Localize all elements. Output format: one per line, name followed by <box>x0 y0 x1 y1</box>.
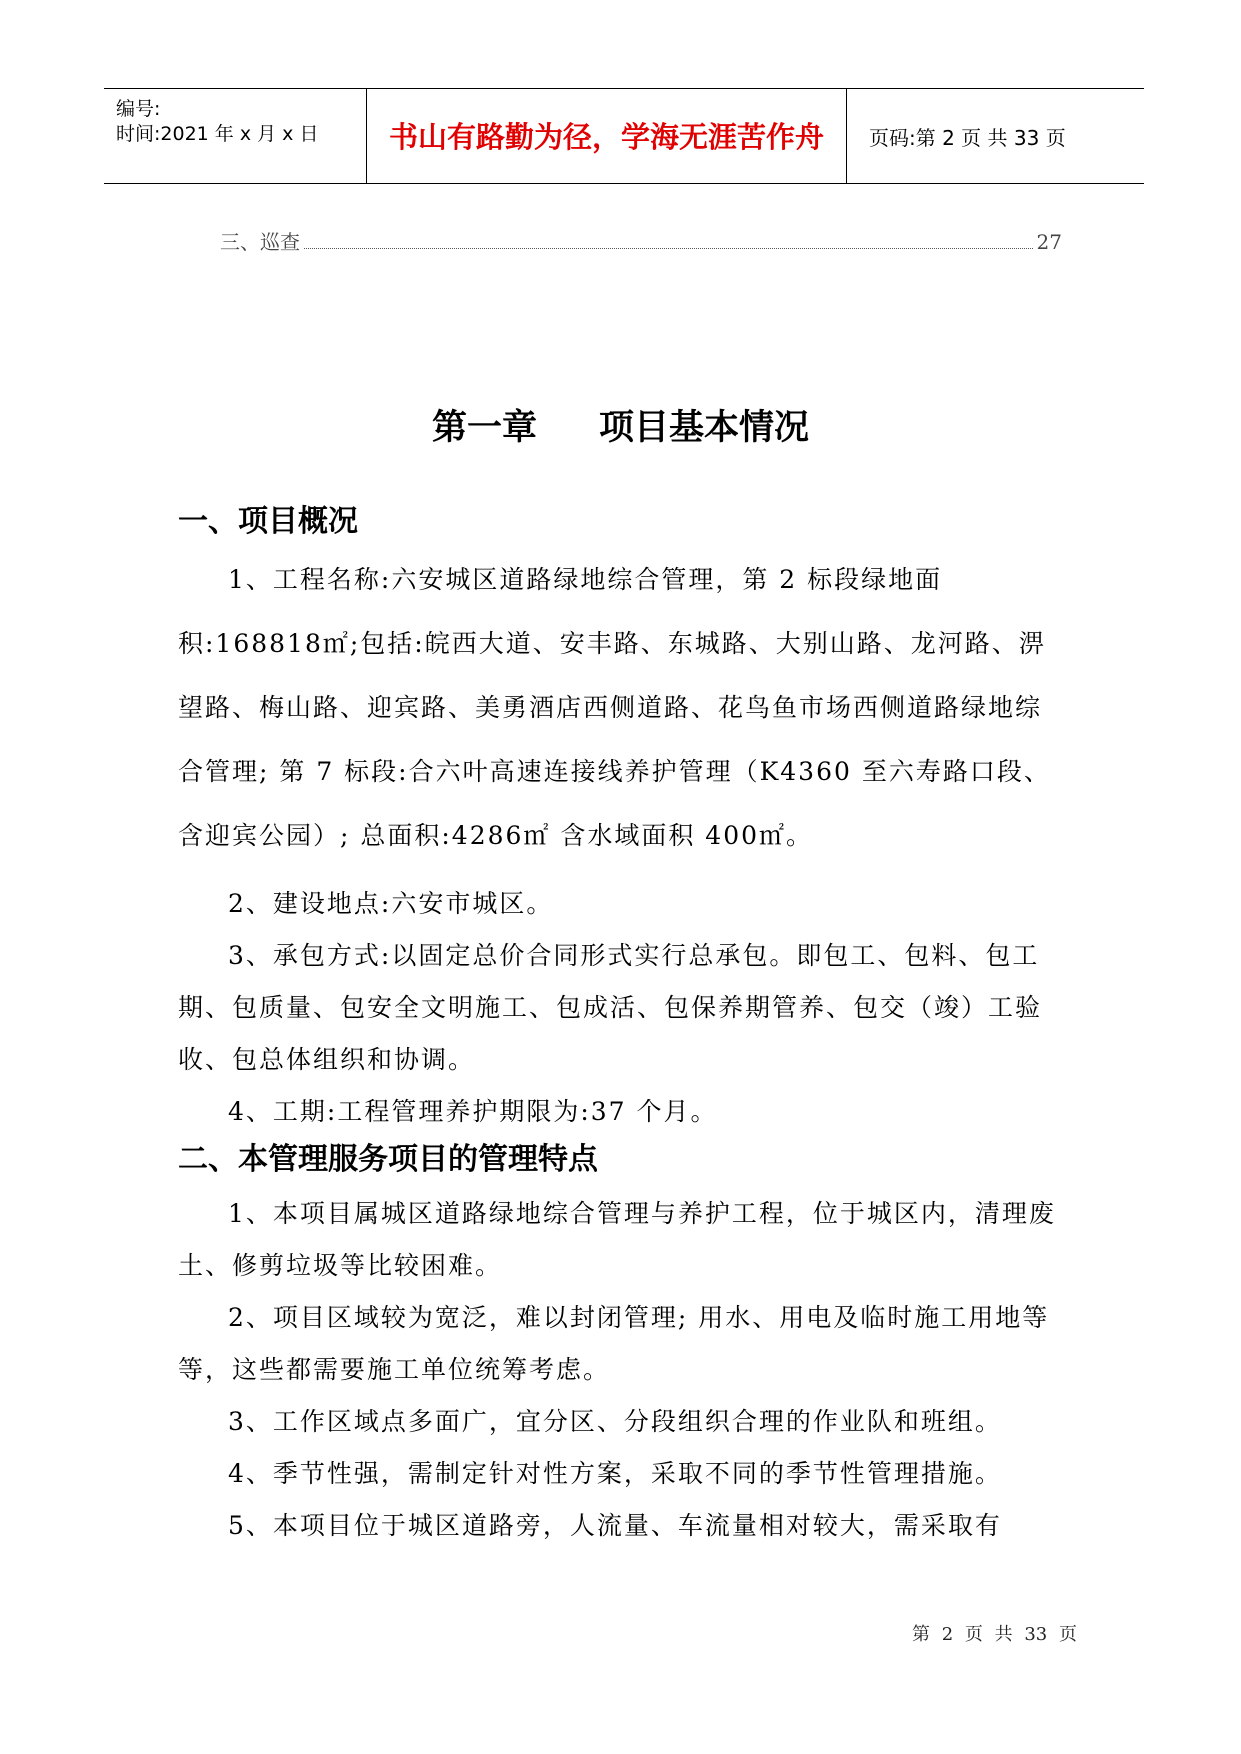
paragraph: 1、本项目属城区道路绿地综合管理与养护工程，位于城区内，清理废土、修剪垃圾等比较困难。 <box>178 1199 1056 1280</box>
chapter-title: 项目基本情况 <box>599 408 810 448</box>
chapter-heading <box>0 400 1241 450</box>
toc-entry[interactable] <box>220 226 1062 255</box>
paragraph: 1、工程名称:六安城区道路绿地综合管理，第 2 标段绿地面积:168818㎡;包括:皖西大道、安丰路、东城路、大别山路、龙河路、淠望路、梅山路、迎宾路、美勇酒店西侧道路、花鸟鱼市场西侧道路绿地综合管理; 第 7 标段:合六叶高速连接线养护管理（K4360 至六寿路口段、含迎宾公园）; 总面积:4286㎡ 含水域面积 400㎡。 <box>178 565 1051 850</box>
paragraph: 2、建设地点:六安市城区。 <box>228 889 554 918</box>
document-time-label: 时间:2021 年 x 月 x 日 <box>116 123 319 145</box>
section-heading-overview: 一、项目概况 <box>178 504 358 539</box>
header-page-info <box>861 89 1144 183</box>
paragraph: 4、工期:工程管理养护期限为:37 个月。 <box>228 1097 718 1126</box>
section-heading-features: 二、本管理服务项目的管理特点 <box>178 1142 598 1177</box>
motto-text: 书山有路勤为径，学海无涯苦作舟 <box>388 120 824 154</box>
section-features-body <box>178 1188 1068 1552</box>
document-number-label: 编号: <box>116 98 161 120</box>
paragraph: 2、项目区域较为宽泛，难以封闭管理; 用水、用电及临时施工用地等等，这些都需要施工单位统筹考虑。 <box>178 1303 1050 1384</box>
toc-entry-page: 27 <box>1036 230 1062 254</box>
header-motto <box>367 89 847 183</box>
toc-entry-label: 三、巡查 <box>220 230 300 254</box>
section-overview-body-2 <box>178 878 1068 1138</box>
chapter-number: 第一章 <box>431 408 537 448</box>
section-overview-body <box>178 548 1068 868</box>
paragraph: 3、承包方式:以固定总价合同形式实行总承包。即包工、包料、包工期、包质量、包安全文明施工、包成活、包保养期管养、包交（竣）工验收、包总体组织和协调。 <box>178 941 1043 1074</box>
header-meta <box>104 89 367 183</box>
toc-leader-dots <box>304 248 1033 249</box>
page-footer: 第 2 页 共 33 页 <box>912 1624 1077 1645</box>
paragraph: 5、本项目位于城区道路旁，人流量、车流量相对较大，需采取有 <box>228 1511 1002 1540</box>
header-page-label: 页码:第 2 页 共 33 页 <box>869 126 1066 150</box>
paragraph: 3、工作区域点多面广，宜分区、分段组织合理的作业队和班组。 <box>228 1407 1002 1436</box>
page-header <box>104 88 1144 184</box>
paragraph: 4、季节性强，需制定针对性方案，采取不同的季节性管理措施。 <box>228 1459 1002 1488</box>
